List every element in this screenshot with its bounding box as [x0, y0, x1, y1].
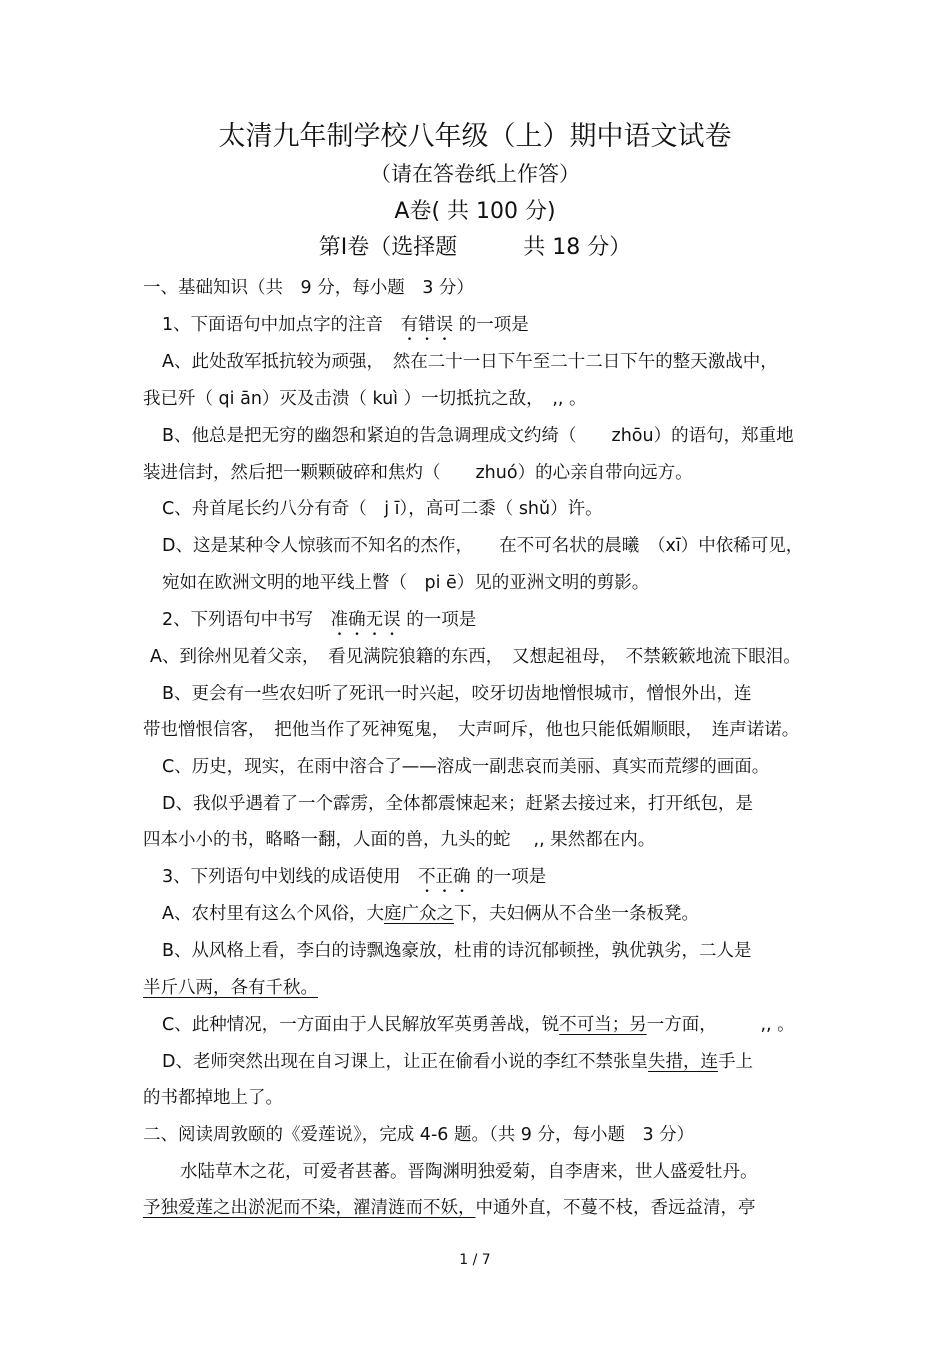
q2-option-b-line1: B、更会有一些农妇听了死讯一时兴起，咬牙切齿地憎恨城市，憎恨外出，连 — [162, 684, 752, 704]
exam-title: 太清九年制学校八年级（上）期中语文试卷 — [218, 121, 732, 152]
volume-heading: A卷( 共 100 分) — [394, 199, 556, 224]
q1-option-b-line1: B、他总是把无穷的幽怨和紧迫的告急调理成文约绮（ zhōu）的语句，郑重地 — [162, 426, 794, 446]
q3-option-d-line1 — [162, 1050, 753, 1074]
q3-option-a-underlined: 庭广众之 — [383, 904, 454, 924]
passage-underlined: 予独爱莲之出淤泥而不染，濯清涟而不妖， — [143, 1198, 476, 1218]
passage-line2-text: 中通外直，不蔓不枝，香远益清，亭 — [475, 1198, 756, 1218]
q3-option-c-text: C、此种情况，一方面由于人民解放军英勇善战，锐 — [162, 1015, 560, 1035]
q2-stem-text: 2、下列语句中书写 — [162, 610, 331, 630]
q3-option-b-underlined: 半斤八两，各有千秋。 — [143, 978, 318, 998]
q1-stem — [162, 313, 529, 345]
q3-option-c-text-end: 一方面， ,, 。 — [646, 1015, 795, 1035]
q1-stem-text: 1、下面语句中加点字的注音 — [162, 315, 401, 335]
section2-heading: 二、阅读周敦颐的《爱莲说》，完成 4-6 题。（共 9 分，每小题 3 分） — [143, 1125, 695, 1145]
q3-option-a-text-end: 下，夫妇俩从不合坐一条板凳。 — [453, 904, 699, 924]
q2-option-b-line2: 带也憎恨信客， 把他当作了死神冤鬼， 大声呵斥，他也只能低媚顺眼， 连声诺诺。 — [143, 720, 800, 740]
q1-option-a-line2: 我已歼（ qi ān）灭及击溃（ kuì ）一切抵抗之敌， ,, 。 — [143, 389, 587, 409]
section1-heading: 一、基础知识（共 9 分，每小题 3 分） — [143, 278, 474, 298]
q2-option-c: C、历史，现实，在雨中溶合了——溶成一副悲哀而美丽、真实而荒缪的画面。 — [162, 757, 770, 777]
q1-option-a-line1: A、此处敌军抵抗较为顽强， 然在二十一日下午至二十二日下午的整天激战中， — [162, 352, 778, 372]
q3-option-b-line2 — [143, 976, 318, 1000]
q2-stem-emphasis: 准确无误 — [330, 610, 401, 630]
exam-subtitle: （请在答卷纸上作答） — [370, 162, 580, 186]
q2-stem-end: 的一项是 — [400, 610, 477, 630]
passage-line1: 水陆草木之花，可爱者甚蕃。晋陶渊明独爱菊，自李唐来，世人盛爱牡丹。 — [180, 1162, 758, 1182]
q3-option-a — [162, 902, 699, 926]
q1-option-b-line2: 装进信封，然后把一颗颗破碎和焦灼（ zhuó）的心亲自带向远方。 — [143, 463, 693, 483]
q3-option-c — [162, 1013, 795, 1037]
q3-stem — [162, 865, 546, 897]
q2-option-a: A、到徐州见着父亲， 看见满院狼籍的东西， 又想起祖母， 不禁簌簌地流下眼泪。 — [150, 647, 801, 667]
q3-stem-end: 的一项是 — [470, 867, 547, 887]
q2-stem — [162, 608, 476, 640]
q3-option-a-text: A、农村里有这么个风俗，大 — [162, 904, 384, 924]
q1-option-d-line2: 宛如在欧洲文明的地平线上瞥（ pi ē）见的亚洲文明的剪影。 — [162, 573, 650, 593]
q3-option-d-underlined: 失措，连 — [647, 1052, 718, 1072]
q1-stem-emphasis: 有错误 — [400, 315, 454, 335]
q3-option-d-line2: 的书都掉地上了。 — [143, 1088, 283, 1108]
q3-option-c-underlined: 不可当；另 — [559, 1015, 647, 1035]
passage-line2 — [143, 1196, 756, 1220]
q3-option-d-text: D、老师突然出现在自习课上，让正在偷看小说的李红不禁张皇 — [162, 1052, 648, 1072]
q1-option-c: C、舟首尾长约八分有奇（ j ī），高可二黍（ shǔ）许。 — [162, 499, 603, 519]
q2-option-d-line1: D、我似乎遇着了一个霹雳，全体都震悚起来；赶紧去接过来，打开纸包，是 — [162, 794, 753, 814]
q3-stem-emphasis: 不正确 — [418, 867, 471, 887]
q1-stem-end: 的一项是 — [453, 315, 529, 335]
part-heading: 第Ⅰ卷（选择题 共 18 分） — [318, 235, 632, 260]
q1-option-d-line1: D、这是某种令人惊骇而不知名的杰作， 在不可名状的晨曦 （xī）中依稀可见， — [162, 536, 804, 556]
q3-stem-text: 3、下列语句中划线的成语使用 — [162, 867, 419, 887]
q2-option-d-line2: 四本小小的书，略略一翻，人面的兽，九头的蛇 ,, 果然都在内。 — [143, 830, 656, 850]
page-number: 1 / 7 — [459, 1252, 491, 1268]
q3-option-b-line1: B、从风格上看，李白的诗飘逸豪放，杜甫的诗沉郁顿挫，孰优孰劣，二人是 — [162, 941, 752, 961]
q3-option-d-text-end: 手上 — [717, 1052, 753, 1072]
